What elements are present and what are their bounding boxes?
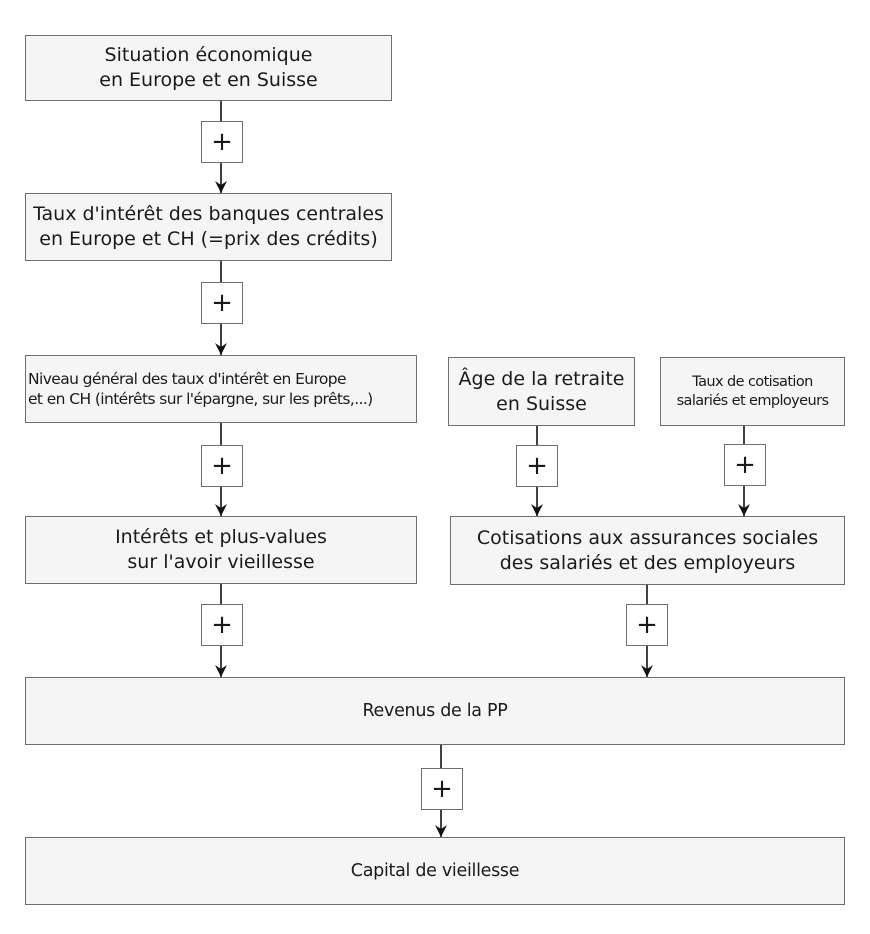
box-age-line-2: en Suisse — [496, 392, 587, 415]
plus-taux-bc-niveau: + — [201, 282, 243, 324]
box-niveau-line-2: et en CH (intérêts sur l'épargne, sur les prêts,...) — [28, 390, 373, 408]
box-interets-plus-values — [25, 516, 417, 584]
box-niveau-line-1: Niveau général des taux d'intérêt en Europe — [28, 369, 346, 388]
box-niveau-general-taux — [25, 355, 417, 423]
box-taux-cotisation — [660, 357, 845, 426]
box-revenus-pp — [25, 677, 845, 745]
box-situation-economique — [25, 35, 392, 101]
plus-age-cotisations: + — [516, 445, 558, 487]
plus-cotisations-revenus: + — [626, 604, 668, 646]
box-interets-line-2: sur l'avoir vieillesse — [127, 551, 315, 573]
box-taux-cotisation-line-2: salariés et employeurs — [676, 392, 829, 409]
plus-interets-revenus: + — [201, 604, 243, 646]
plus-revenus-capital: + — [421, 768, 463, 810]
box-capital-vieillesse — [25, 837, 845, 905]
box-age-retraite — [448, 357, 635, 426]
box-taux-banques-centrales — [25, 193, 392, 261]
box-revenus-label: Revenus de la PP — [362, 700, 508, 721]
box-cotisations-line-2: des salariés et des employeurs — [499, 551, 796, 574]
box-situation-line-1: Situation économique — [104, 44, 313, 67]
box-taux-bc-line-2: en Europe et CH (=prix des crédits) — [39, 228, 378, 250]
box-cotisations-line-1: Cotisations aux assurances sociales — [476, 526, 819, 549]
box-interets-line-1: Intérêts et plus-values — [115, 526, 327, 549]
box-taux-bc-line-1: Taux d'intérêt des banques centrales — [33, 203, 384, 226]
box-age-line-1: Âge de la retraite — [458, 367, 625, 390]
box-capital-label: Capital de vieillesse — [350, 860, 520, 881]
box-taux-cotisation-line-1: Taux de cotisation — [692, 373, 813, 390]
plus-niveau-interets: + — [201, 445, 243, 487]
plus-taux-cotisation-cotisations: + — [724, 444, 766, 486]
box-cotisations-assurances — [450, 516, 845, 585]
box-situation-line-2: en Europe et en Suisse — [99, 69, 318, 91]
plus-situation-taux-bc: + — [201, 121, 243, 163]
